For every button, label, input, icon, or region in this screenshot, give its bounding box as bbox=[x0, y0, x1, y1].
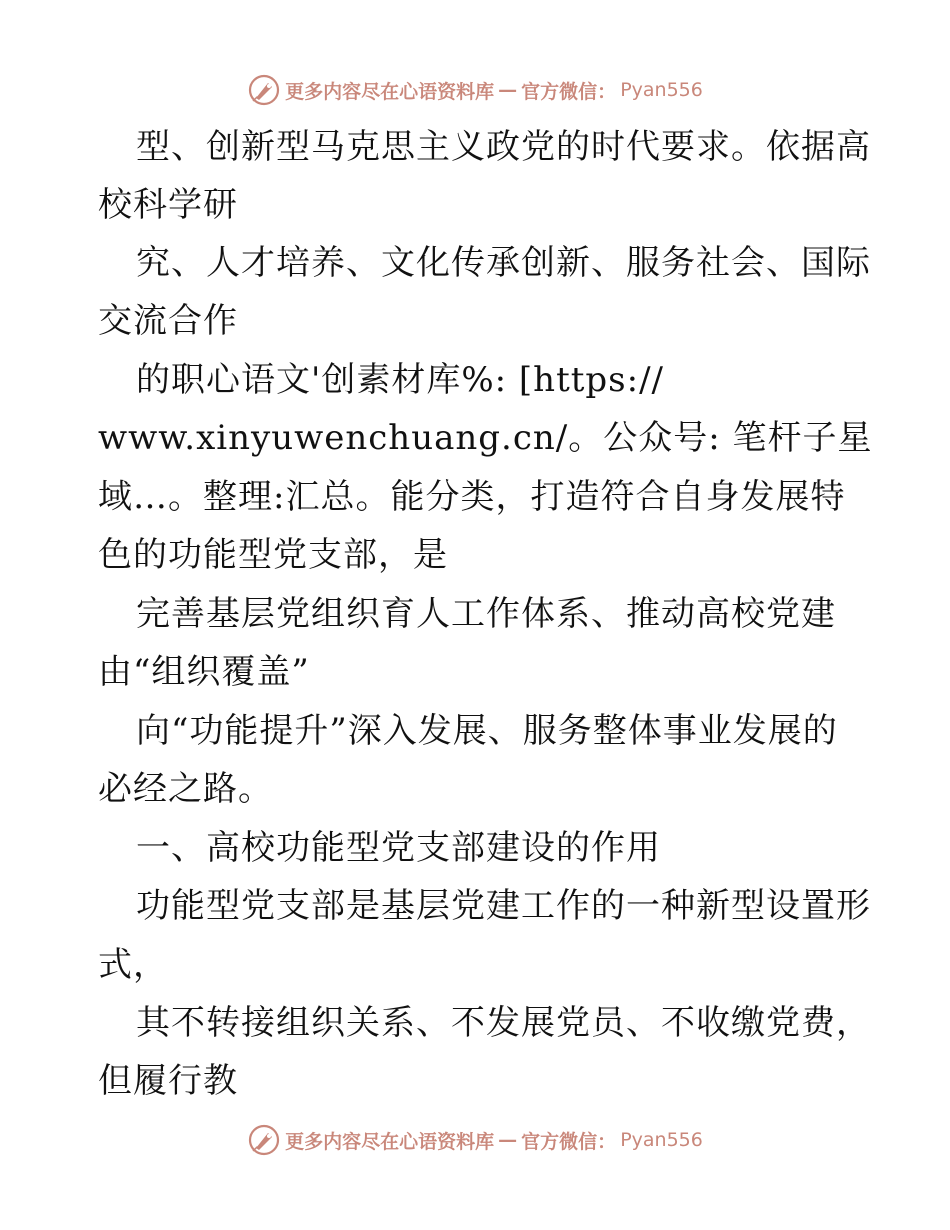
watermark-wechat-label: 官方微信： bbox=[521, 80, 617, 103]
watermark-separator: — bbox=[498, 1129, 518, 1151]
text-line: 型、创新型马克思主义政党的时代要求。依据高 bbox=[136, 127, 871, 167]
footer-watermark bbox=[0, 1120, 950, 1160]
text-line: 必经之路。 bbox=[98, 769, 273, 809]
text-line: www.xinyuwenchuang.cn/。公众号: 笔杆子星 bbox=[98, 418, 873, 458]
watermark-site-text: 更多内容尽在心语资料库 bbox=[285, 1130, 495, 1153]
text-line: 究、人才培养、文化传承创新、服务社会、国际 bbox=[136, 243, 871, 283]
text-line: 色的功能型党支部，是 bbox=[98, 535, 448, 575]
text-line: 交流合作 bbox=[98, 301, 238, 341]
text-line: 域…。整理:汇总。能分类，打造符合自身发展特 bbox=[98, 477, 846, 517]
text-line: 但履行教 bbox=[98, 1061, 238, 1101]
text-line: 功能型党支部是基层党建工作的一种新型设置形 bbox=[136, 886, 871, 926]
watermark-wechat-label: 官方微信： bbox=[521, 1130, 617, 1153]
text-line: 由“组织覆盖” bbox=[98, 652, 310, 692]
watermark-separator: — bbox=[498, 79, 518, 101]
text-line: 校科学研 bbox=[98, 185, 238, 225]
section-heading: 一、高校功能型党支部建设的作用 bbox=[136, 828, 661, 868]
text-line: 的职心语文'创素材库%: [https:// bbox=[136, 360, 664, 400]
text-line: 式， bbox=[98, 945, 168, 985]
watermark-wechat-id: Pyan556 bbox=[620, 79, 703, 101]
text-line: 完善基层党组织育人工作体系、推动高校党建 bbox=[136, 594, 836, 634]
text-line: 向“功能提升”深入发展、服务整体事业发展的 bbox=[136, 711, 838, 751]
watermark-site-text: 更多内容尽在心语资料库 bbox=[285, 80, 495, 103]
watermark-wechat-id: Pyan556 bbox=[620, 1129, 703, 1151]
pen-nib-logo-icon bbox=[247, 1123, 281, 1157]
text-line: 其不转接组织关系、不发展党员、不收缴党费， bbox=[136, 1003, 871, 1043]
